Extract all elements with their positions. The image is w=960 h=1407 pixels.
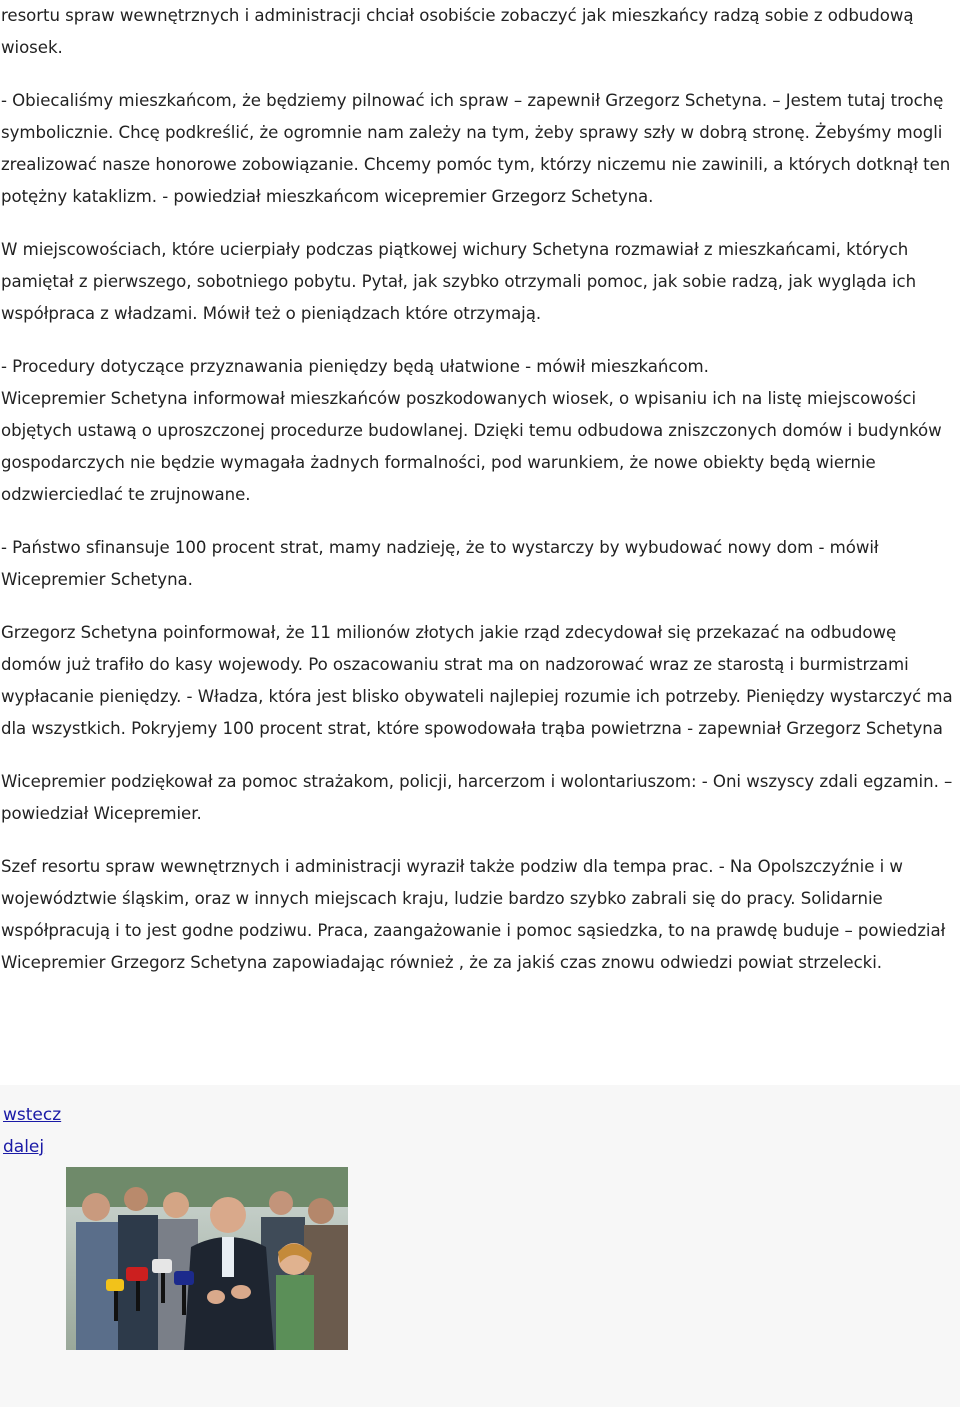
article-paragraph: - Procedury dotyczące przyznawania pieniędzy będą ułatwione - mówił mieszkańcom. xyxy=(1,357,709,376)
article-paragraph: Grzegorz Schetyna poinformował, że 11 milionów złotych jakie rząd zdecydował się przekazać na odbudowę domów już trafiło do kasy wojewody. Po oszacowaniu strat ma on nadzorować wraz ze starostą i burmistrzami wypłacanie pieniędzy. - Władza, która jest blisko obywateli najlepiej rozumie ich potrzeby. Pieniędzy wystarczyć ma dla wszystkich. Pokryjemy 100 procent strat, które spowodowała trąba powietrzna - zapewniał Grzegorz Schetyna xyxy=(1,623,953,738)
article-paragraph: Wicepremier podziękował za pomoc strażakom, policji, harcerzom i wolontariuszom: - Oni wszyscy zdali egzamin. – powiedział Wicepremier. xyxy=(1,772,953,823)
article-paragraph: resortu spraw wewnętrznych i administracji chciał osobiście zobaczyć jak mieszkańcy radzą sobie z odbudową wiosek. xyxy=(1,6,914,57)
article-paragraph: Wicepremier Schetyna informował mieszkańców poszkodowanych wiosek, o wpisaniu ich na listę miejscowości objętych ustawą o uproszczonej procedurze budowlanej. Dzięki temu odbudowa zniszczonych domów i budynków gospodarczych nie będzie wymagała żadnych formalności, pod warunkiem, że nowe obiekty będą wiernie odzwierciedlać te zrujnowane. xyxy=(1,389,942,504)
next-link[interactable]: dalej xyxy=(3,1137,45,1157)
article-paragraph: Szef resortu spraw wewnętrznych i administracji wyraził także podziw dla tempa prac. - Na Opolszczyźnie i w województwie śląskim, oraz w innych miejscach kraju, ludzie bardzo szybko zabrali się do pracy. Solidarnie współpracują i to jest godne podziwu. Praca, zaangażowanie i pomoc sąsiedzka, to na prawdę buduje – powiedział Wicepremier Grzegorz Schetyna zapowiadając również , że za jakiś czas znowu odwiedzi powiat strzelecki. xyxy=(1,857,946,972)
article-paragraph: - Obiecaliśmy mieszkańcom, że będziemy pilnować ich spraw – zapewnił Grzegorz Schetyna. – Jestem tutaj trochę symbolicznie. Chcę podkreślić, że ogromnie nam zależy na tym, żeby sprawy szły w dobrą stronę. Żebyśmy mogli zrealizować nasze honorowe zobowiązanie. Chcemy pomóc tym, którzy niczemu nie zawinili, a których dotknął ten potężny kataklizm. - powiedział mieszkańcom wicepremier Grzegorz Schetyna. xyxy=(1,91,951,206)
article-paragraph: - Państwo sfinansuje 100 procent strat, mamy nadzieję, że to wystarczy by wybudować nowy dom - mówił Wicepremier Schetyna. xyxy=(1,538,879,589)
article-body xyxy=(1,0,957,1000)
back-link[interactable]: wstecz xyxy=(3,1105,62,1125)
article-paragraph: W miejscowościach, które ucierpiały podczas piątkowej wichury Schetyna rozmawiał z mieszkańcami, których pamiętał z pierwszego, sobotniego pobytu. Pytał, jak szybko otrzymali pomoc, jak sobie radzą, jak wygląda ich współpraca z władzami. Mówił też o pieniądzach które otrzymają. xyxy=(1,240,917,323)
article-photo xyxy=(66,1167,348,1350)
press-crowd-photo xyxy=(66,1167,348,1350)
